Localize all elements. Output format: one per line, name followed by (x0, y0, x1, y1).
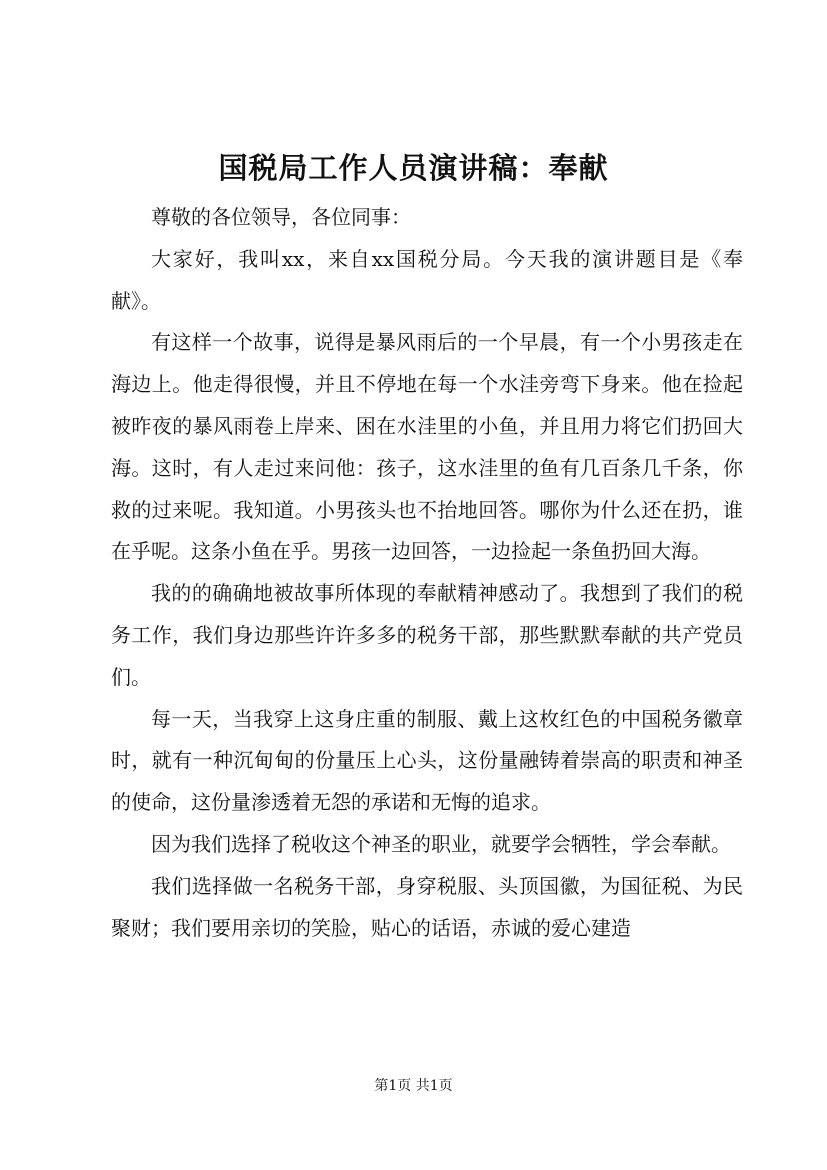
paragraph-reflection: 我的的确确地被故事所体现的奉献精神感动了。我想到了我们的税务工作，我们身边那些许许多多的税务干部，那些默默奉献的共产党员们。 (111, 581, 743, 689)
page-number: 第1页 共1页 (374, 1078, 453, 1094)
document-body (111, 197, 743, 949)
paragraph-sacrifice: 因为我们选择了税收这个神圣的职业，就要学会牺牲，学会奉献。 (151, 831, 731, 856)
document-title: 国税局工作人员演讲稿：奉献 (218, 151, 609, 185)
paragraph-greeting: 尊敬的各位领导，各位同事： (151, 205, 411, 229)
paragraph-every-day: 每一天，当我穿上这身庄重的制服、戴上这枚红色的中国税务徽章时，就有一种沉甸甸的份量压上心头，这份量融铸着崇高的职责和神圣的使命，这份量渗透着无怨的承诺和无悔的追求。 (111, 706, 743, 815)
paragraph-story: 有这样一个故事，说得是暴风雨后的一个早晨，有一个小男孩走在海边上。他走得很慢，并且不停地在每一个水洼旁弯下身来。他在捡起被昨夜的暴风雨卷上岸来、困在水洼里的小鱼，并且用力将它们扔回大海。这时，有人走过来问他：孩子，这水洼里的鱼有几百条几千条，你救的过来呢。我知道。小男孩头也不抬地回答。哪你为什么还在扔，谁在乎呢。这条小鱼在乎。男孩一边回答，一边捡起一条鱼扔回大海。 (111, 330, 743, 564)
paragraph-intro: 大家好，我叫xx，来自xx国税分局。今天我的演讲题目是《奉献》。 (111, 246, 743, 313)
paragraph-choice: 我们选择做一名税务干部，身穿税服、头顶国徽，为国征税、为民聚财；我们要用亲切的笑脸，贴心的话语，赤诚的爱心建造 (111, 873, 743, 940)
